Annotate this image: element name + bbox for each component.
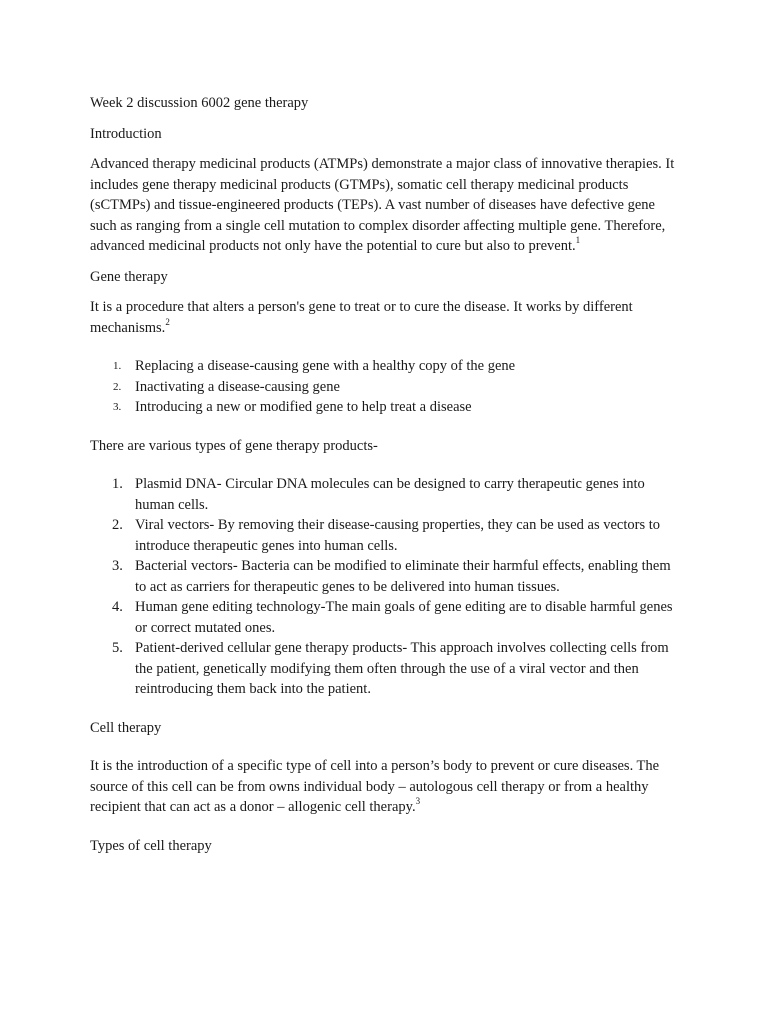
- document-body: [90, 93, 682, 856]
- reference-1: 1: [575, 235, 581, 246]
- document-title: Week 2 discussion 6002 gene therapy: [90, 95, 309, 111]
- mechanism-item: Introducing a new or modified gene to help treat a disease: [135, 399, 472, 415]
- gene-therapy-text: It is a procedure that alters a person's gene to treat or to cure the disease. It works by different mechanisms.: [90, 299, 633, 336]
- product-item: Bacterial vectors- Bacteria can be modified to eliminate their harmful effects, enabling them to act as carriers for therapeutic genes to be delivered into human tissues.: [135, 558, 671, 595]
- product-item: Patient-derived cellular gene therapy products- This approach involves collecting cells from the patient, genetically modifying them often through the use of a viral vector and then reintroducing them back into the patient.: [135, 640, 669, 697]
- reference-2: 2: [165, 316, 170, 327]
- introduction-heading: Introduction: [90, 125, 162, 142]
- product-item: Human gene editing technology-The main goals of gene editing are to disable harmful genes or correct mutated ones.: [135, 599, 673, 636]
- gene-therapy-paragraph: [90, 297, 682, 338]
- products-intro: There are various types of gene therapy products-: [90, 437, 378, 454]
- mechanisms-list: [90, 356, 682, 418]
- cell-therapy-text: It is the introduction of a specific type of cell into a person’s body to prevent or cure diseases. The source of this cell can be from owns individual body – autologous cell therapy or from a healthy recipient that can act as a donor – allogenic cell therapy.: [90, 758, 660, 815]
- cell-therapy-types-heading: Types of cell therapy: [90, 837, 212, 854]
- cell-therapy-heading: Cell therapy: [90, 719, 162, 736]
- gene-therapy-heading: Gene therapy: [90, 268, 168, 285]
- cell-therapy-paragraph: [90, 756, 682, 818]
- reference-3: 3: [415, 796, 421, 807]
- product-item: Viral vectors- By removing their disease-causing properties, they can be used as vectors to introduce therapeutic genes into human cells.: [135, 517, 660, 554]
- products-list: [90, 474, 682, 700]
- product-item: Plasmid DNA- Circular DNA molecules can be designed to carry therapeutic genes into human cells.: [135, 476, 645, 513]
- mechanism-item: Inactivating a disease-causing gene: [135, 378, 340, 395]
- introduction-paragraph: [90, 154, 682, 257]
- introduction-text: Advanced therapy medicinal products (ATMPs) demonstrate a major class of innovative therapies. It includes gene therapy medicinal products (GTMPs), somatic cell therapy medicinal products (sCTMPs) and tissue-engineered products (TEPs). A vast number of diseases have defective gene such as ranging from a single cell mutation to complex disorder affecting multiple gene. Therefore, advanced medicinal products not only have the potential to cure but also to prevent.: [90, 156, 675, 254]
- mechanism-item: Replacing a disease-causing gene with a healthy copy of the gene: [135, 358, 516, 374]
